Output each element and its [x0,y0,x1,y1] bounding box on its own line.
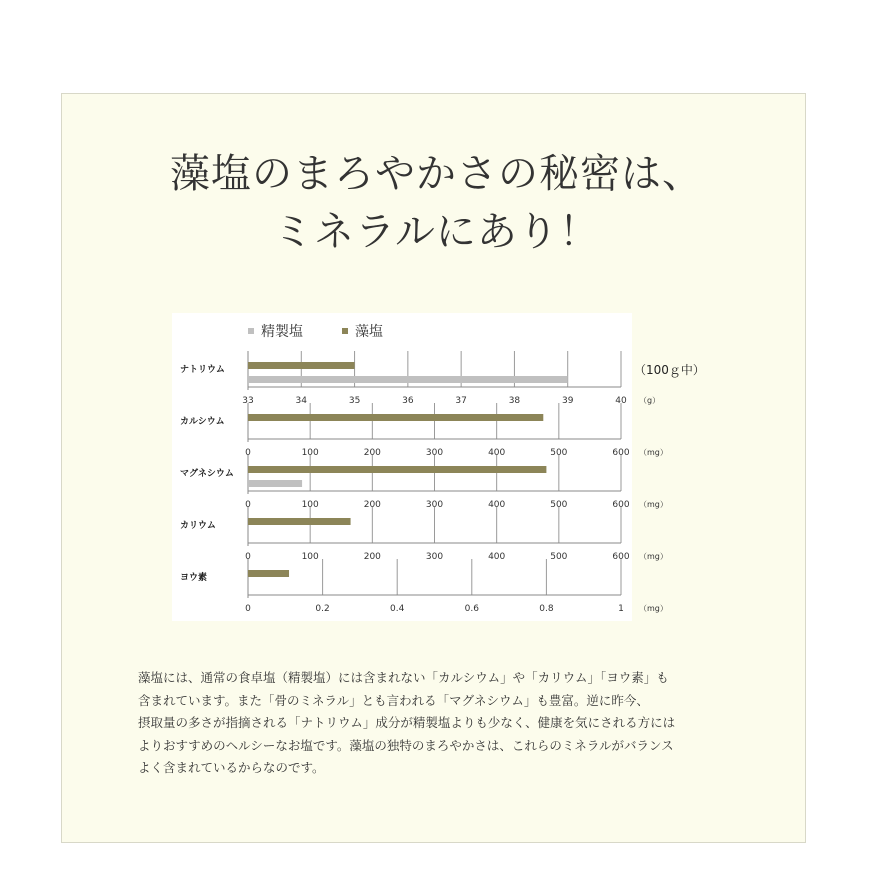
tick-label: 600 [612,448,630,458]
category-label: マグネシウム [180,469,234,479]
description-line: よりおすすめのヘルシーなお塩です。藻塩の独特のまろやかさは、これらのミネラルがバランス [138,737,674,753]
tick-label: 0.6 [464,604,479,614]
headline [0,145,873,261]
per-100g-note: （100ｇ中） [634,363,705,377]
headline-line-2: ミネラルにあり！ [273,209,600,255]
category-label: カルシウム [180,417,225,427]
bar-refined-salt [248,376,568,383]
bar-moshio [248,466,546,473]
tick-label: 39 [561,396,574,406]
tick-label: 38 [508,396,521,406]
unit-label: （mg） [639,500,668,509]
tick-label: 300 [425,500,444,510]
legend-swatch [342,328,348,334]
legend-swatch [248,328,254,334]
tick-label: 40 [615,396,627,406]
tick-label: 0 [245,604,251,614]
bar-moshio [248,362,355,369]
category-label: ナトリウム [180,365,225,375]
category-label: カリウム [180,521,216,531]
tick-label: 500 [550,552,568,562]
legend-label: 藻塩 [355,324,383,340]
tick-label: 1 [618,604,624,614]
tick-label: 0.2 [315,604,330,614]
tick-label: 200 [363,500,381,510]
legend-label: 精製塩 [261,324,303,340]
description-line: 藻塩には、通常の食卓塩（精製塩）には含まれない「カルシウム」や「カリウム」「ヨウ素」も [138,670,669,685]
tick-label: 100 [301,500,319,510]
tick-label: 34 [295,396,308,406]
tick-label: 0.4 [390,604,405,614]
unit-label: （mg） [639,552,668,561]
tick-label: 600 [612,552,630,562]
tick-label: 500 [550,500,568,510]
tick-label: 200 [363,448,381,458]
unit-label: （mg） [639,448,668,457]
bar-moshio [248,518,351,525]
unit-label: （mg） [639,604,668,613]
tick-label: 0 [245,448,251,458]
tick-label: 500 [550,448,568,458]
tick-label: 200 [363,552,381,562]
description-line: 摂取量の多さが指摘される「ナトリウム」成分が精製塩よりも少なく、健康を気にされる方には [138,715,676,730]
tick-label: 400 [488,448,506,458]
unit-label: （g） [639,396,661,405]
description-text [138,667,738,780]
tick-label: 600 [612,500,630,510]
bar-moshio [248,570,289,577]
category-label: ヨウ素 [180,573,208,583]
tick-label: 100 [301,448,319,458]
bar-refined-salt [248,480,302,487]
tick-label: 300 [425,552,444,562]
tick-label: 35 [348,396,361,406]
description-line: 含まれています。また「骨のミネラル」とも言われる「マグネシウム」も豊富。逆に昨今、 [138,692,649,708]
tick-label: 36 [402,396,414,406]
mineral-chart-svg [172,313,705,621]
tick-label: 0 [245,500,251,510]
tick-label: 37 [455,396,467,406]
tick-label: 0.8 [539,604,554,614]
tick-label: 300 [425,448,444,458]
description-line: よく含まれているからなのです。 [138,760,325,775]
tick-label: 0 [245,552,251,562]
tick-label: 100 [301,552,319,562]
headline-line-1: 藻塩のまろやかさの秘密は、 [170,151,703,197]
tick-label: 400 [488,552,506,562]
bar-moshio [248,414,543,421]
mineral-chart [172,313,705,621]
tick-label: 33 [242,396,254,406]
tick-label: 400 [488,500,506,510]
